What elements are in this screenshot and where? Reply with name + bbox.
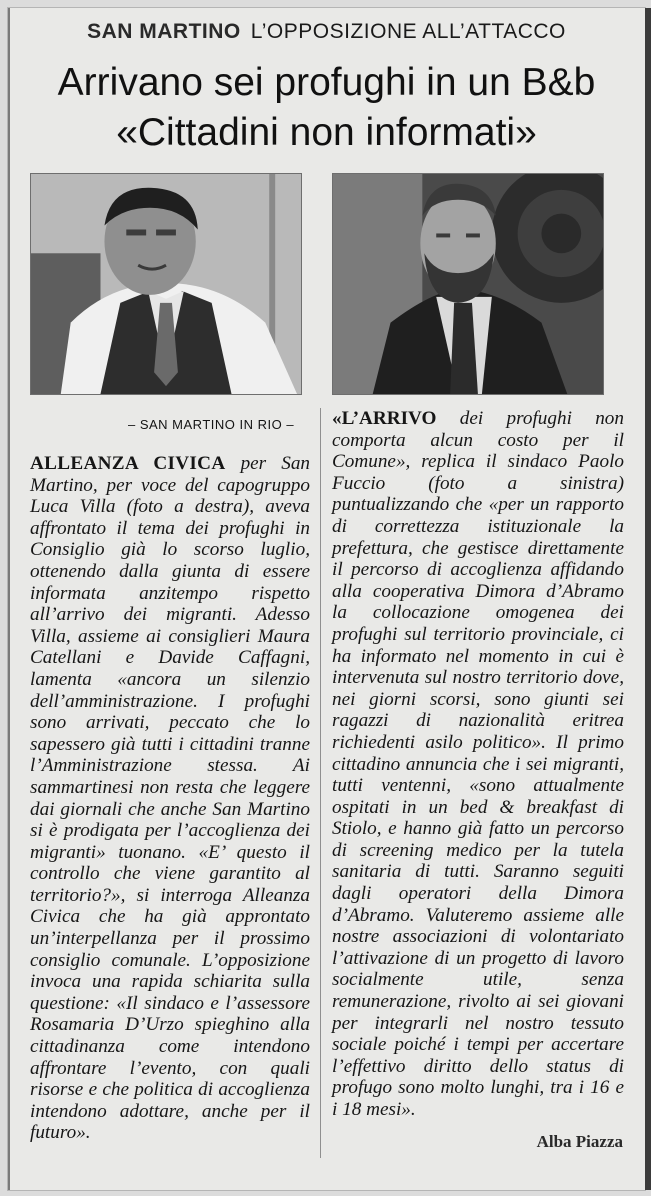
kicker-place: SAN MARTINO xyxy=(87,20,241,43)
newspaper-clipping xyxy=(8,8,645,1190)
article-column-right xyxy=(332,408,624,1121)
portrait-man-beard-suit xyxy=(333,174,603,394)
headline-line-1: Arrivano sei profughi in un B&b xyxy=(57,61,596,104)
column-left-lead: ALLEANZA CIVICA xyxy=(30,453,226,474)
author-signature: Alba Piazza xyxy=(536,1132,623,1151)
article-column-left xyxy=(30,453,310,1144)
column-left-text: per San Martino, per voce del capogruppo Luca Villa (foto a destra), aveva affrontato il tema dei profughi in Consiglio già lo scorso luglio, ottenendo dalla giunta di essere informata anzitempo rispetto all’arrivo dei migranti. Adesso Villa, assieme ai consiglieri Maura Catellani e Davide Caffagni, lamenta «ancora un silenzio dell’amministrazione. I profughi sono arrivati, peccato che lo sapessero già tutti i cittadini tranne l’Amministrazione stessa. Ai sammartinesi non resta che leggere dai giornali che anche San Martino si è prodigata per l’accoglienza dei migranti» tuonano. «E’ questo il controllo che viene garantito al territorio?», si interroga Alleanza Civica che ha già approntato un’interpellanza per il prossimo consiglio comunale. L’opposizione invoca una rapida schiarita sulla questione: «Il sindaco e l’assessore Rosamaria D’Urzo spieghino alla cittadinanza come intendono affrontare l’evento, con quali risorse e che politica di accoglienza intendono adottare, anche per il futuro». xyxy=(30,453,311,1144)
column-divider xyxy=(320,408,321,1158)
kicker xyxy=(8,20,645,44)
headline-line-2: «Cittadini non informati» xyxy=(116,111,537,154)
kicker-topic: L’OPPOSIZIONE ALL’ATTACCO xyxy=(250,20,566,43)
column-right-lead: «L’ARRIVO xyxy=(332,408,437,429)
page-edge xyxy=(8,8,10,1190)
headline xyxy=(8,58,645,158)
column-right-text: dei profughi non comporta alcun costo per il Comune», replica il sindaco Paolo Fuccio (foto a sinistra) puntualizzando che «per un rapporto di correttezza istituzionale la prefettura, che gestisce direttamente il percorso di accoglienza affidando alla cooperativa Dimora d’Abramo la collocazione omogenea dei profughi sul territorio provinciale, ci ha informato nel momento in cui è intervenuta sul nostro territorio dove, nei giorni scorsi, sono giunti sei ragazzi di nazionalità eritrea richiedenti asilo politico». Il primo cittadino annuncia che i sei migranti, tutti ventenni, «sono attualmente ospitati in un bed & breakfast di Stiolo, e hanno già fatto un percorso di screening medico per la tutela sanitaria di tutti. Saranno seguiti dagli operatori della Dimora d’Abramo. Valuteremo assieme alle nostre associazioni di volontariato l’attivazione di un progetto di lavoro socialmente utile, senza remunerazione, rivolto ai sei giovani per integrarli nel nostro tessuto sociale poiché i tempi per accertare l’effettivo diritto dello status di profugo sono molto lunghi, tra i 16 e i 18 mesi». xyxy=(332,408,624,1120)
dateline: – SAN MARTINO IN RIO – xyxy=(128,417,295,432)
photo-paolo-fuccio xyxy=(332,173,604,395)
photo-luca-villa xyxy=(30,173,302,395)
page-shadow xyxy=(645,8,651,1190)
portrait-man-white-jacket xyxy=(31,174,301,394)
